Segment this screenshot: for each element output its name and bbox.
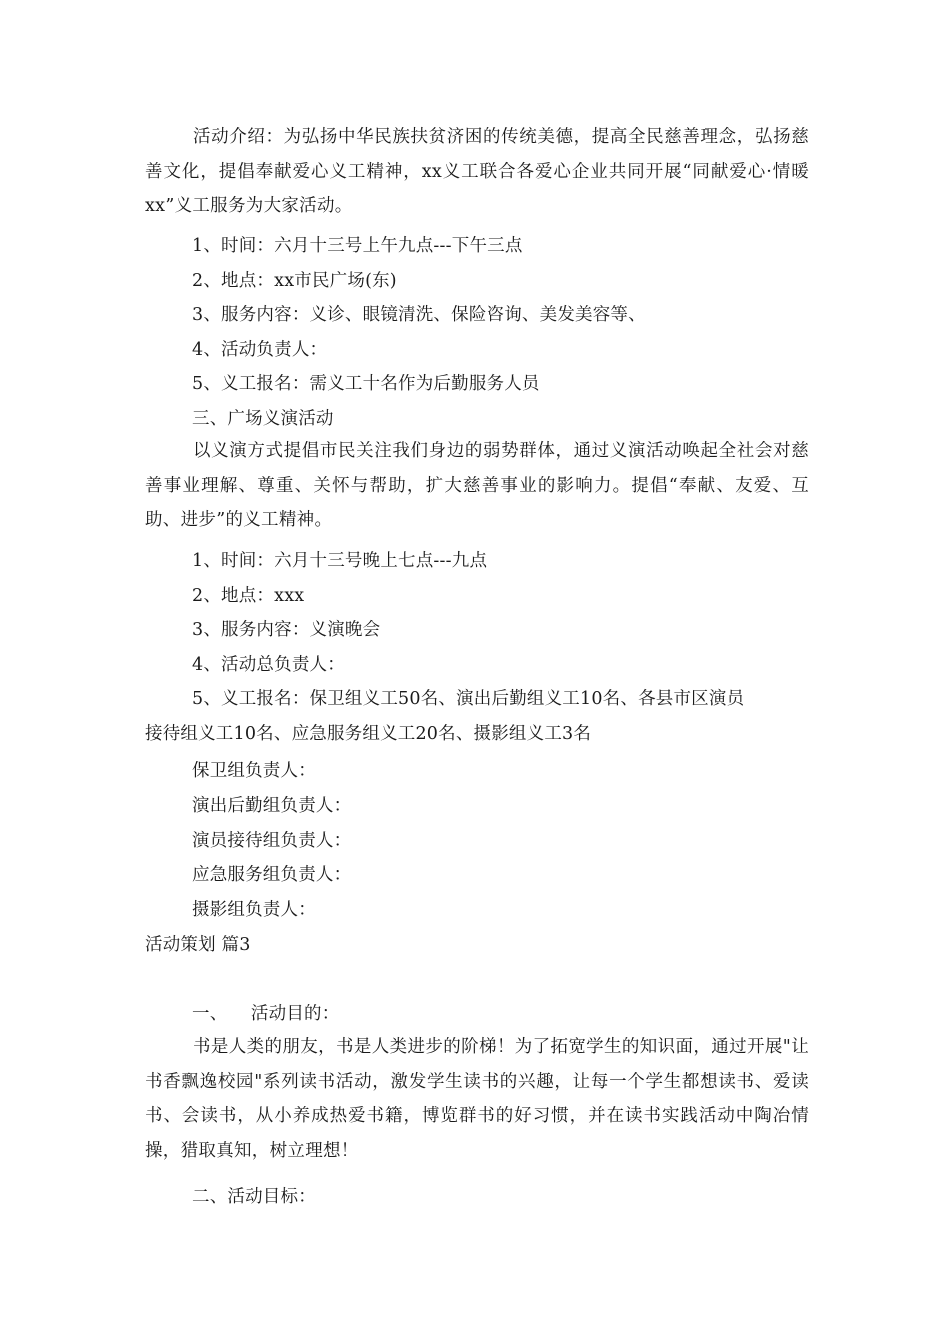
intro-item-services: 3、服务内容：义诊、眼镜清洗、保险咨询、美发美容等、 [192, 305, 646, 325]
perf-item-services: 3、服务内容：义演晚会 [192, 620, 381, 640]
leader-photography: 摄影组负责人： [192, 900, 316, 920]
perf-item-time: 1、时间：六月十三号晚上七点---九点 [192, 551, 488, 571]
article-paragraph: 书是人类的朋友，书是人类进步的阶梯！为了拓宽学生的知识面，通过开展"让书香飘逸校园"系列读书活动，激发学生读书的兴趣，让每一个学生都想读书、爱读书、会读书，从小养成热爱书籍，博览群书的好习惯，并在读书实践活动中陶冶情操，猎取真知，树立理想！ [145, 1037, 809, 1161]
intro-item-volunteers: 5、义工报名：需义工十名作为后勤服务人员 [192, 374, 540, 394]
article-heading-goals: 二、活动目标： [192, 1187, 316, 1207]
section-three-heading: 三、广场义演活动 [192, 409, 334, 429]
intro-item-location: 2、地点：xx市民广场(东) [192, 271, 397, 291]
intro-paragraph: 活动介绍：为弘扬中华民族扶贫济困的传统美德，提高全民慈善理念，弘扬慈善文化，提倡奉献爱心义工精神，xx义工联合各爱心企业共同开展“同献爱心·情暖xx”义工服务为大家活动。 [145, 127, 809, 216]
article-title: 活动策划 篇3 [145, 935, 251, 955]
perf-item-volunteers-line1: 5、义工报名：保卫组义工50名、演出后勤组义工10名、各县市区演员 [192, 689, 745, 709]
perf-item-location: 2、地点：xxx [192, 586, 305, 606]
perf-item-leader: 4、活动总负责人： [192, 655, 345, 675]
intro-item-leader: 4、活动负责人： [192, 340, 328, 360]
article-heading-purpose: 一、 活动目的： [192, 1004, 340, 1024]
leader-emergency: 应急服务组负责人： [192, 865, 352, 885]
section-three-paragraph: 以义演方式提倡市民关注我们身边的弱势群体，通过义演活动唤起全社会对慈善事业理解、尊重、关怀与帮助，扩大慈善事业的影响力。提倡“奉献、友爱、互助、进步”的义工精神。 [145, 441, 809, 530]
intro-item-time: 1、时间：六月十三号上午九点---下午三点 [192, 236, 523, 256]
leader-reception: 演员接待组负责人： [192, 831, 352, 851]
leader-security: 保卫组负责人： [192, 761, 316, 781]
perf-item-volunteers-line2: 接待组义工10名、应急服务组义工20名、摄影组义工3名 [145, 724, 592, 744]
leader-logistics: 演出后勤组负责人： [192, 796, 352, 816]
